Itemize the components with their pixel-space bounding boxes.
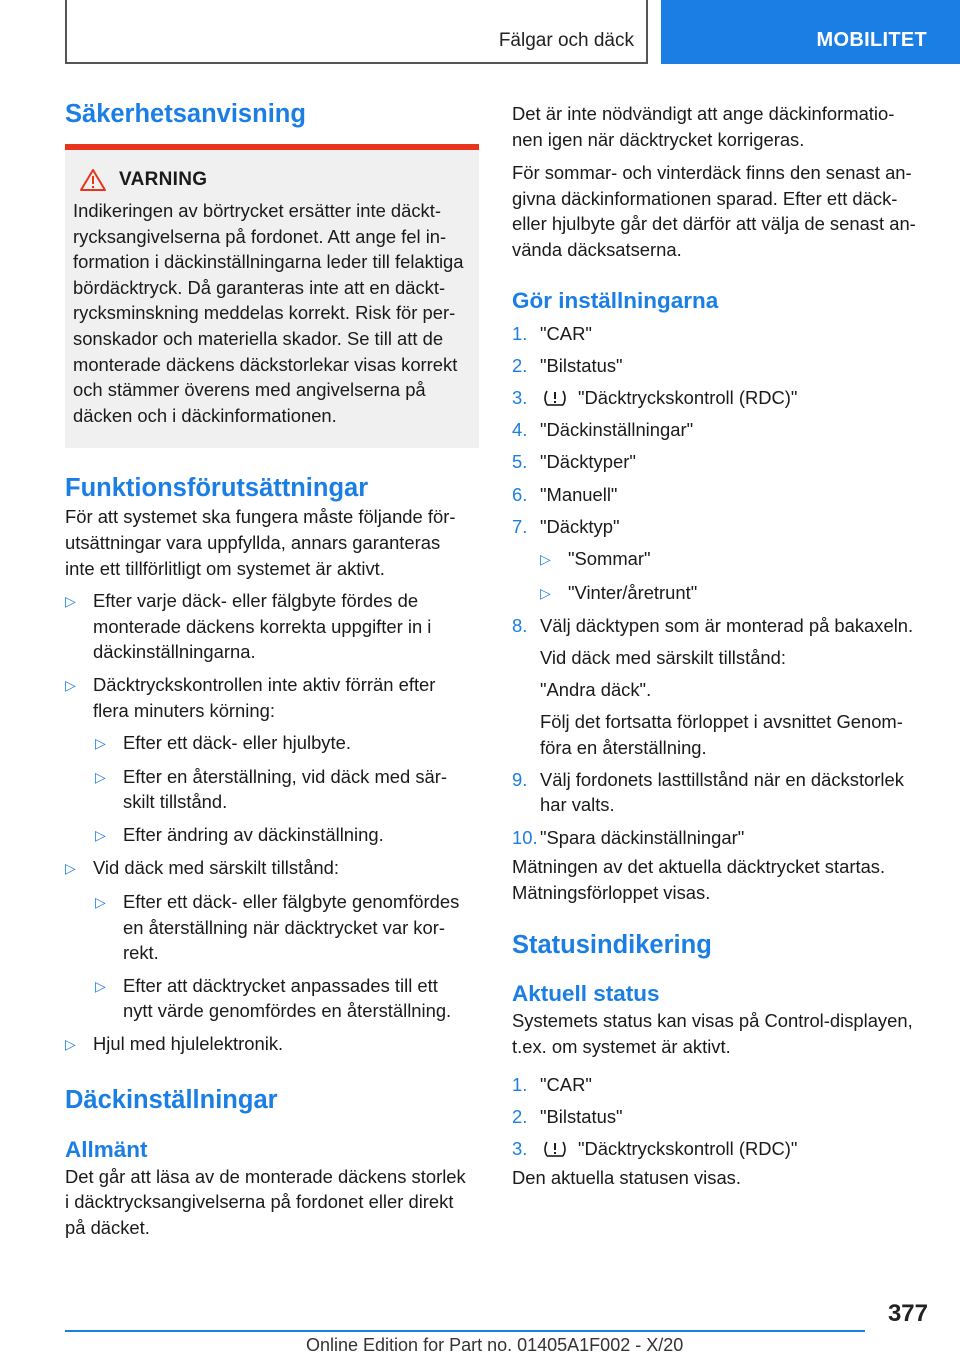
header-section-box [65,0,648,64]
step-number: 2. [512,355,528,377]
triangle-bullet-icon: ▷ [540,584,551,601]
intro-line: eller hjulbyte går det därför att välja de senast an‐ [512,213,916,235]
intro-line: nen igen när däcktrycket korrigeras. [512,128,805,150]
right-column [512,101,930,1191]
step-note: "Andra däck". [540,679,652,701]
step-item [512,767,930,818]
tire-pressure-icon [542,1140,568,1158]
triangle-bullet-icon: ▷ [95,894,106,911]
list-item [95,730,479,757]
intro-line: För sommar- och vinterdäck finns den senast an‐ [512,162,912,184]
step-item [512,825,930,851]
step-text: "CAR" [540,323,592,345]
warning-line: formation i däckinställningarna leder till felaktiga [73,251,464,273]
step-number: 3. [512,387,528,409]
list-item-line: Efter ändring av däckinställning. [123,823,384,845]
func-intro-line: För att systemet ska fungera måste följande för‐ [65,506,456,528]
warning-line: monterade däckens däckstorlekar visas korrekt [73,353,458,375]
triangle-bullet-icon: ▷ [65,860,76,877]
step-item [512,1136,930,1162]
page-number: 377 [887,1300,928,1327]
list-item-line: en återställning när däcktrycket var kor‐ [123,916,445,938]
step-item [512,321,930,347]
step-text-line: har valts. [540,794,615,816]
step-item [512,417,930,443]
list-item-line: Efter en återställning, vid däck med sär‐ [123,765,448,787]
general-line: i däcktrycksangivelserna på fordonet eller direkt [65,1191,454,1213]
triangle-bullet-icon: ▷ [95,826,106,843]
heading-status-indication: Statusindikering [512,931,712,960]
step-item [512,1104,930,1130]
warning-line: sonskador och materiella skador. Se till att de [73,327,444,349]
step-note-line: Följ det fortsatta förloppet i avsnittet Genom‐ [540,711,903,733]
triangle-bullet-icon: ▷ [95,977,106,994]
step-note: Vid däck med särskilt tillstånd: [540,647,786,668]
triangle-bullet-icon: ▷ [95,768,106,785]
step-item [512,613,930,639]
warning-line: rycksminskning meddelas korrekt. Risk för per‐ [73,302,456,324]
list-item-line: flera minuters körning: [93,699,275,721]
step-text-line: Välj fordonets lasttillstånd när en däckstorlek [540,768,904,790]
status-intro-line: Systemets status kan visas på Control-displayen, [512,1010,913,1032]
step-number: 8. [512,614,528,636]
triangle-bullet-icon: ▷ [65,1036,76,1053]
step-number: 9. [512,768,528,790]
warning-line: Indikeringen av börtrycket ersätter inte däckt‐ [73,200,441,221]
heading-tire-settings: Däckinställningar [65,1085,278,1114]
step-text: "Däcktryckskontroll (RDC)" [578,1137,798,1159]
step-item [512,385,930,411]
warning-line: bördäcktryck. Då garanteras inte att en däckt‐ [73,276,446,298]
heading-general: Allmänt [65,1136,148,1162]
step-text: "CAR" [540,1073,592,1095]
step-number: 1. [512,323,528,345]
func-intro-line: utsättningar vara uppfyllda, annars garanteras [65,531,441,553]
list-item-line: monterade däckens korrekta uppgifter in i [93,615,432,637]
tire-pressure-icon [542,389,568,407]
general-line: Det går att läsa av de monterade däckens storlek [65,1165,466,1187]
list-item-line: rekt. [123,942,159,964]
step-text: "Bilstatus" [540,1105,623,1127]
step-item [512,514,930,540]
list-item-line: skilt tillstånd. [123,791,228,813]
list-item [540,546,930,573]
heading-function-requirements: Funktionsförutsättningar [65,474,369,503]
step-number: 1. [512,1073,528,1095]
step-text: "Bilstatus" [540,355,623,377]
step-number: 3. [512,1137,528,1159]
warning-line: däcken och i däckinformationen. [73,404,337,426]
list-item [65,672,479,723]
step-number: 2. [512,1105,528,1127]
status-intro-line: t.ex. om systemet är aktivt. [512,1035,731,1057]
intro-line: givna däckinformationen sparad. Efter ett däck- [512,187,898,209]
list-item-line: Däcktryckskontrollen inte aktiv förrän efter [93,673,436,695]
header-tab[interactable] [661,0,960,64]
step-number: 10. [512,826,538,848]
list-item-line: Efter ett däck- eller hjulbyte. [123,732,351,754]
step-text: "Spara däckinställningar" [540,826,745,848]
list-item [95,973,479,1024]
heading-safety: Säkerhetsanvisning [65,100,306,128]
footer-divider [65,1330,865,1332]
warning-line: rycksangivelserna på fordonet. Att ange fel in‐ [73,225,447,247]
triangle-bullet-icon: ▷ [540,551,551,568]
list-item-line: Hjul med hjulelektronik. [93,1033,284,1055]
list-item-line: "Vinter/åretrunt" [568,581,698,603]
step-number: 4. [512,419,528,441]
step-text: "Däcktryckskontroll (RDC)" [578,387,798,409]
list-item-line: däckinställningarna. [93,641,256,663]
warning-title: VARNING [119,169,208,190]
list-item-line: Efter att däcktrycket anpassades till ett [123,974,438,996]
list-item-line: Efter ett däck- eller fälgbyte genomfördes [123,891,460,913]
step-text: "Däcktyp" [540,515,620,537]
step-item [512,449,930,475]
header-tab-label: MOBILITET [816,29,927,51]
step-item [512,353,930,379]
intro-line: vända däcksatserna. [512,238,682,260]
list-item [95,764,479,815]
list-item-line: Efter varje däck- eller fälgbyte fördes de [93,590,419,612]
measure-line: Mätningsförloppet visas. [512,881,711,903]
step-number: 5. [512,451,528,473]
list-item [95,889,479,966]
heading-make-settings: Gör inställningarna [512,287,719,313]
step-note [540,709,930,760]
step-item [512,1072,930,1098]
step-note-line: föra en återställning. [540,736,707,758]
step-text: Välj däcktypen som är monterad på bakaxeln. [540,614,914,636]
func-intro-line: inte ett tillförlitligt om systemet är aktivt. [65,557,385,579]
step-text: "Däcktyper" [540,451,636,473]
general-line: på däcket. [65,1216,150,1238]
warning-box [65,150,479,448]
list-item-line: nytt värde genomfördes en återställning. [123,1000,452,1022]
list-item [65,855,479,882]
heading-current-status: Aktuell status [512,981,660,1007]
list-item [65,1031,479,1058]
list-item [95,822,479,849]
triangle-bullet-icon: ▷ [95,735,106,752]
step-text: "Däckinställningar" [540,419,694,441]
list-item [540,580,930,607]
triangle-bullet-icon: ▷ [65,593,76,610]
warning-line: och stämmer överens med angivelserna på [73,379,426,401]
step-number: 7. [512,515,528,537]
measure-line: Mätningen av det aktuella däcktrycket startas. [512,856,886,878]
list-item-line: Vid däck med särskilt tillstånd: [93,857,339,879]
warning-triangle-icon [79,168,107,192]
triangle-bullet-icon: ▷ [65,676,76,693]
header-section-title: Fälgar och däck [498,30,634,51]
step-number: 6. [512,483,528,505]
footer-edition: Online Edition for Part no. 01405A1F002 - X/20 [306,1335,684,1355]
step-text: "Manuell" [540,483,618,505]
list-item-line: "Sommar" [568,548,651,570]
status-end: Den aktuella statusen visas. [512,1167,741,1189]
left-column [65,98,479,1240]
intro-line: Det är inte nödvändigt att ange däckinformatio‐ [512,103,895,124]
step-item [512,482,930,508]
list-item [65,588,479,665]
